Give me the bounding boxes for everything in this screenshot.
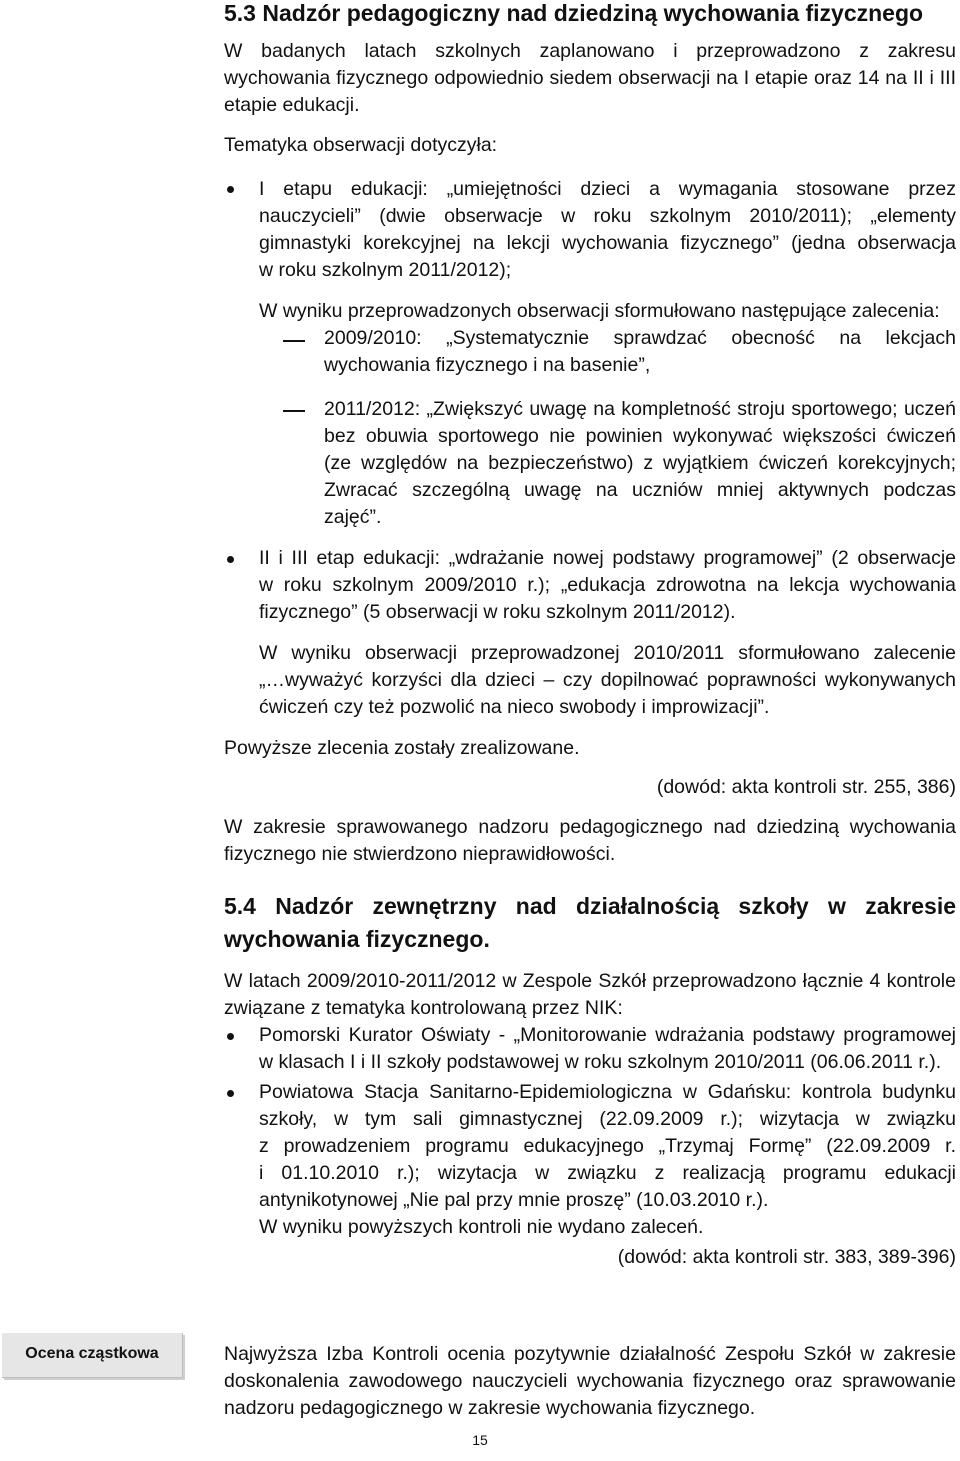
list-item-line: gimnastyki korekcyjnej na lekcji wychowania fizycznego” (jedna obserwacja (259, 232, 956, 254)
recommendation-line: 2011/2012: „Zwiększyć uwagę na kompletność stroju sportowego; uczeń (324, 398, 956, 420)
paragraph-line: fizycznego nie stwierdzono nieprawidłowości. (224, 843, 616, 865)
assessment-label-box (2, 1333, 183, 1378)
list-item-line: z prowadzeniem programu edukacyjnego „Trzymaj Formę” (22.09.2009 r. (259, 1135, 956, 1157)
paragraph-line: wychowania fizycznego odpowiednio siedem obserwacji na I etapie oraz 14 na II i III (224, 67, 956, 89)
paragraph-line: Powyższe zlecenia zostały zrealizowane. (224, 737, 580, 759)
evidence-reference: (dowód: akta kontroli str. 255, 386) (656, 776, 956, 798)
bullet-icon (227, 1090, 234, 1097)
list-item-line: i 01.10.2010 r.); wizytacja w związku z realizacją programu edukacji (259, 1162, 956, 1184)
paragraph-line: W zakresie sprawowanego nadzoru pedagogicznego nad dziedziną wychowania (224, 816, 956, 838)
paragraph-line: „…wyważyć korzyści dla dzieci – czy dopilnować poprawności wykonywanych (259, 669, 956, 691)
list-item-line: nauczycieli” (dwie obserwacje w roku szkolnym 2010/2011); „elementy (259, 205, 956, 227)
list-item-line: fizycznego” (5 obserwacji w roku szkolnym 2011/2012). (259, 601, 736, 623)
paragraph-line: związane z tematyka kontrolowaną przez NIK: (224, 997, 623, 1019)
list-item-line: Powiatowa Stacja Sanitarno-Epidemiologiczna w Gdańsku: kontrola budynku (259, 1081, 956, 1103)
paragraph-line: ćwiczeń czy też pozwolić na nieco swobody i improwizacji”. (259, 696, 770, 718)
paragraph-line: W badanych latach szkolnych zaplanowano i przeprowadzono z zakresu (224, 40, 956, 62)
section-heading: wychowania fizycznego. (224, 926, 490, 952)
evidence-reference: (dowód: akta kontroli str. 383, 389-396) (617, 1246, 956, 1268)
list-item-line: w roku szkolnym 2011/2012); (259, 259, 512, 281)
paragraph-line: etapie edukacji. (224, 94, 360, 116)
bullet-icon (227, 556, 234, 563)
list-item-line: I etapu edukacji: „umiejętności dzieci a wymagania stosowane przez (259, 178, 956, 200)
assessment-line: nadzoru pedagogicznego w zakresie wychowania fizycznego. (224, 1397, 756, 1419)
assessment-line: Najwyższa Izba Kontroli ocenia pozytywnie działalność Zespołu Szkół w zakresie (224, 1343, 956, 1365)
topics-label: Tematyka obserwacji dotyczyła: (224, 134, 498, 156)
recommendation-line: zajęć”. (324, 506, 382, 528)
bullet-icon (227, 1033, 234, 1040)
recommendation-line: wychowania fizycznego i na basenie”, (324, 354, 651, 376)
recommendation-line: Zwracać szczególną uwagę na uczniów mniej aktywnych podczas (324, 479, 956, 501)
recommendations-label: W wyniku przeprowadzonych obserwacji sformułowano następujące zalecenia: (259, 300, 940, 322)
paragraph-line: W wyniku obserwacji przeprowadzonej 2010/2011 sformułowano zalecenie (259, 642, 956, 664)
dash-icon (283, 340, 305, 342)
dash-icon (283, 410, 305, 412)
section-heading: 5.4 Nadzór zewnętrzny nad działalnością szkoły w zakresie (224, 893, 956, 919)
list-item-line: w roku szkolnym 2009/2010 r.); „edukacja zdrowotna na lekcja wychowania (259, 574, 956, 596)
bullet-icon (227, 186, 234, 193)
section-heading: 5.3 Nadzór pedagogiczny nad dziedziną wychowania fizycznego (224, 0, 924, 26)
list-item-line: w klasach I i II szkoły podstawowej w roku szkolnym 2010/2011 (06.06.2011 r.). (259, 1051, 942, 1073)
assessment-label: Ocena cząstkowa (25, 1345, 159, 1362)
list-item-line: W wyniku powyższych kontroli nie wydano zaleceń. (259, 1216, 704, 1238)
list-item-line: Pomorski Kurator Oświaty - „Monitorowanie wdrażania podstawy programowej (259, 1024, 956, 1046)
recommendation-line: 2009/2010: „Systematycznie sprawdzać obecność na lekcjach (324, 327, 956, 349)
paragraph-line: W latach 2009/2010-2011/2012 w Zespole Szkół przeprowadzono łącznie 4 kontrole (224, 970, 956, 992)
recommendation-line: bez obuwia sportowego nie powinien wykonywać większości ćwiczeń (324, 425, 956, 447)
recommendation-line: (ze względów na bezpieczeństwo) z wyjątkiem ćwiczeń korekcyjnych; (324, 452, 956, 474)
assessment-line: doskonalenia zawodowego nauczycieli wychowania fizycznego oraz sprawowanie (224, 1370, 956, 1392)
page-number: 15 (472, 1432, 488, 1448)
list-item-line: antynikotynowej „Nie pal przy mnie proszę” (10.03.2010 r.). (259, 1189, 769, 1211)
list-item-line: II i III etap edukacji: „wdrażanie nowej podstawy programowej” (2 obserwacje (259, 547, 956, 569)
list-item-line: szkoły, w tym sali gimnastycznej (22.09.2009 r.); wizytacja w związku (259, 1108, 956, 1130)
